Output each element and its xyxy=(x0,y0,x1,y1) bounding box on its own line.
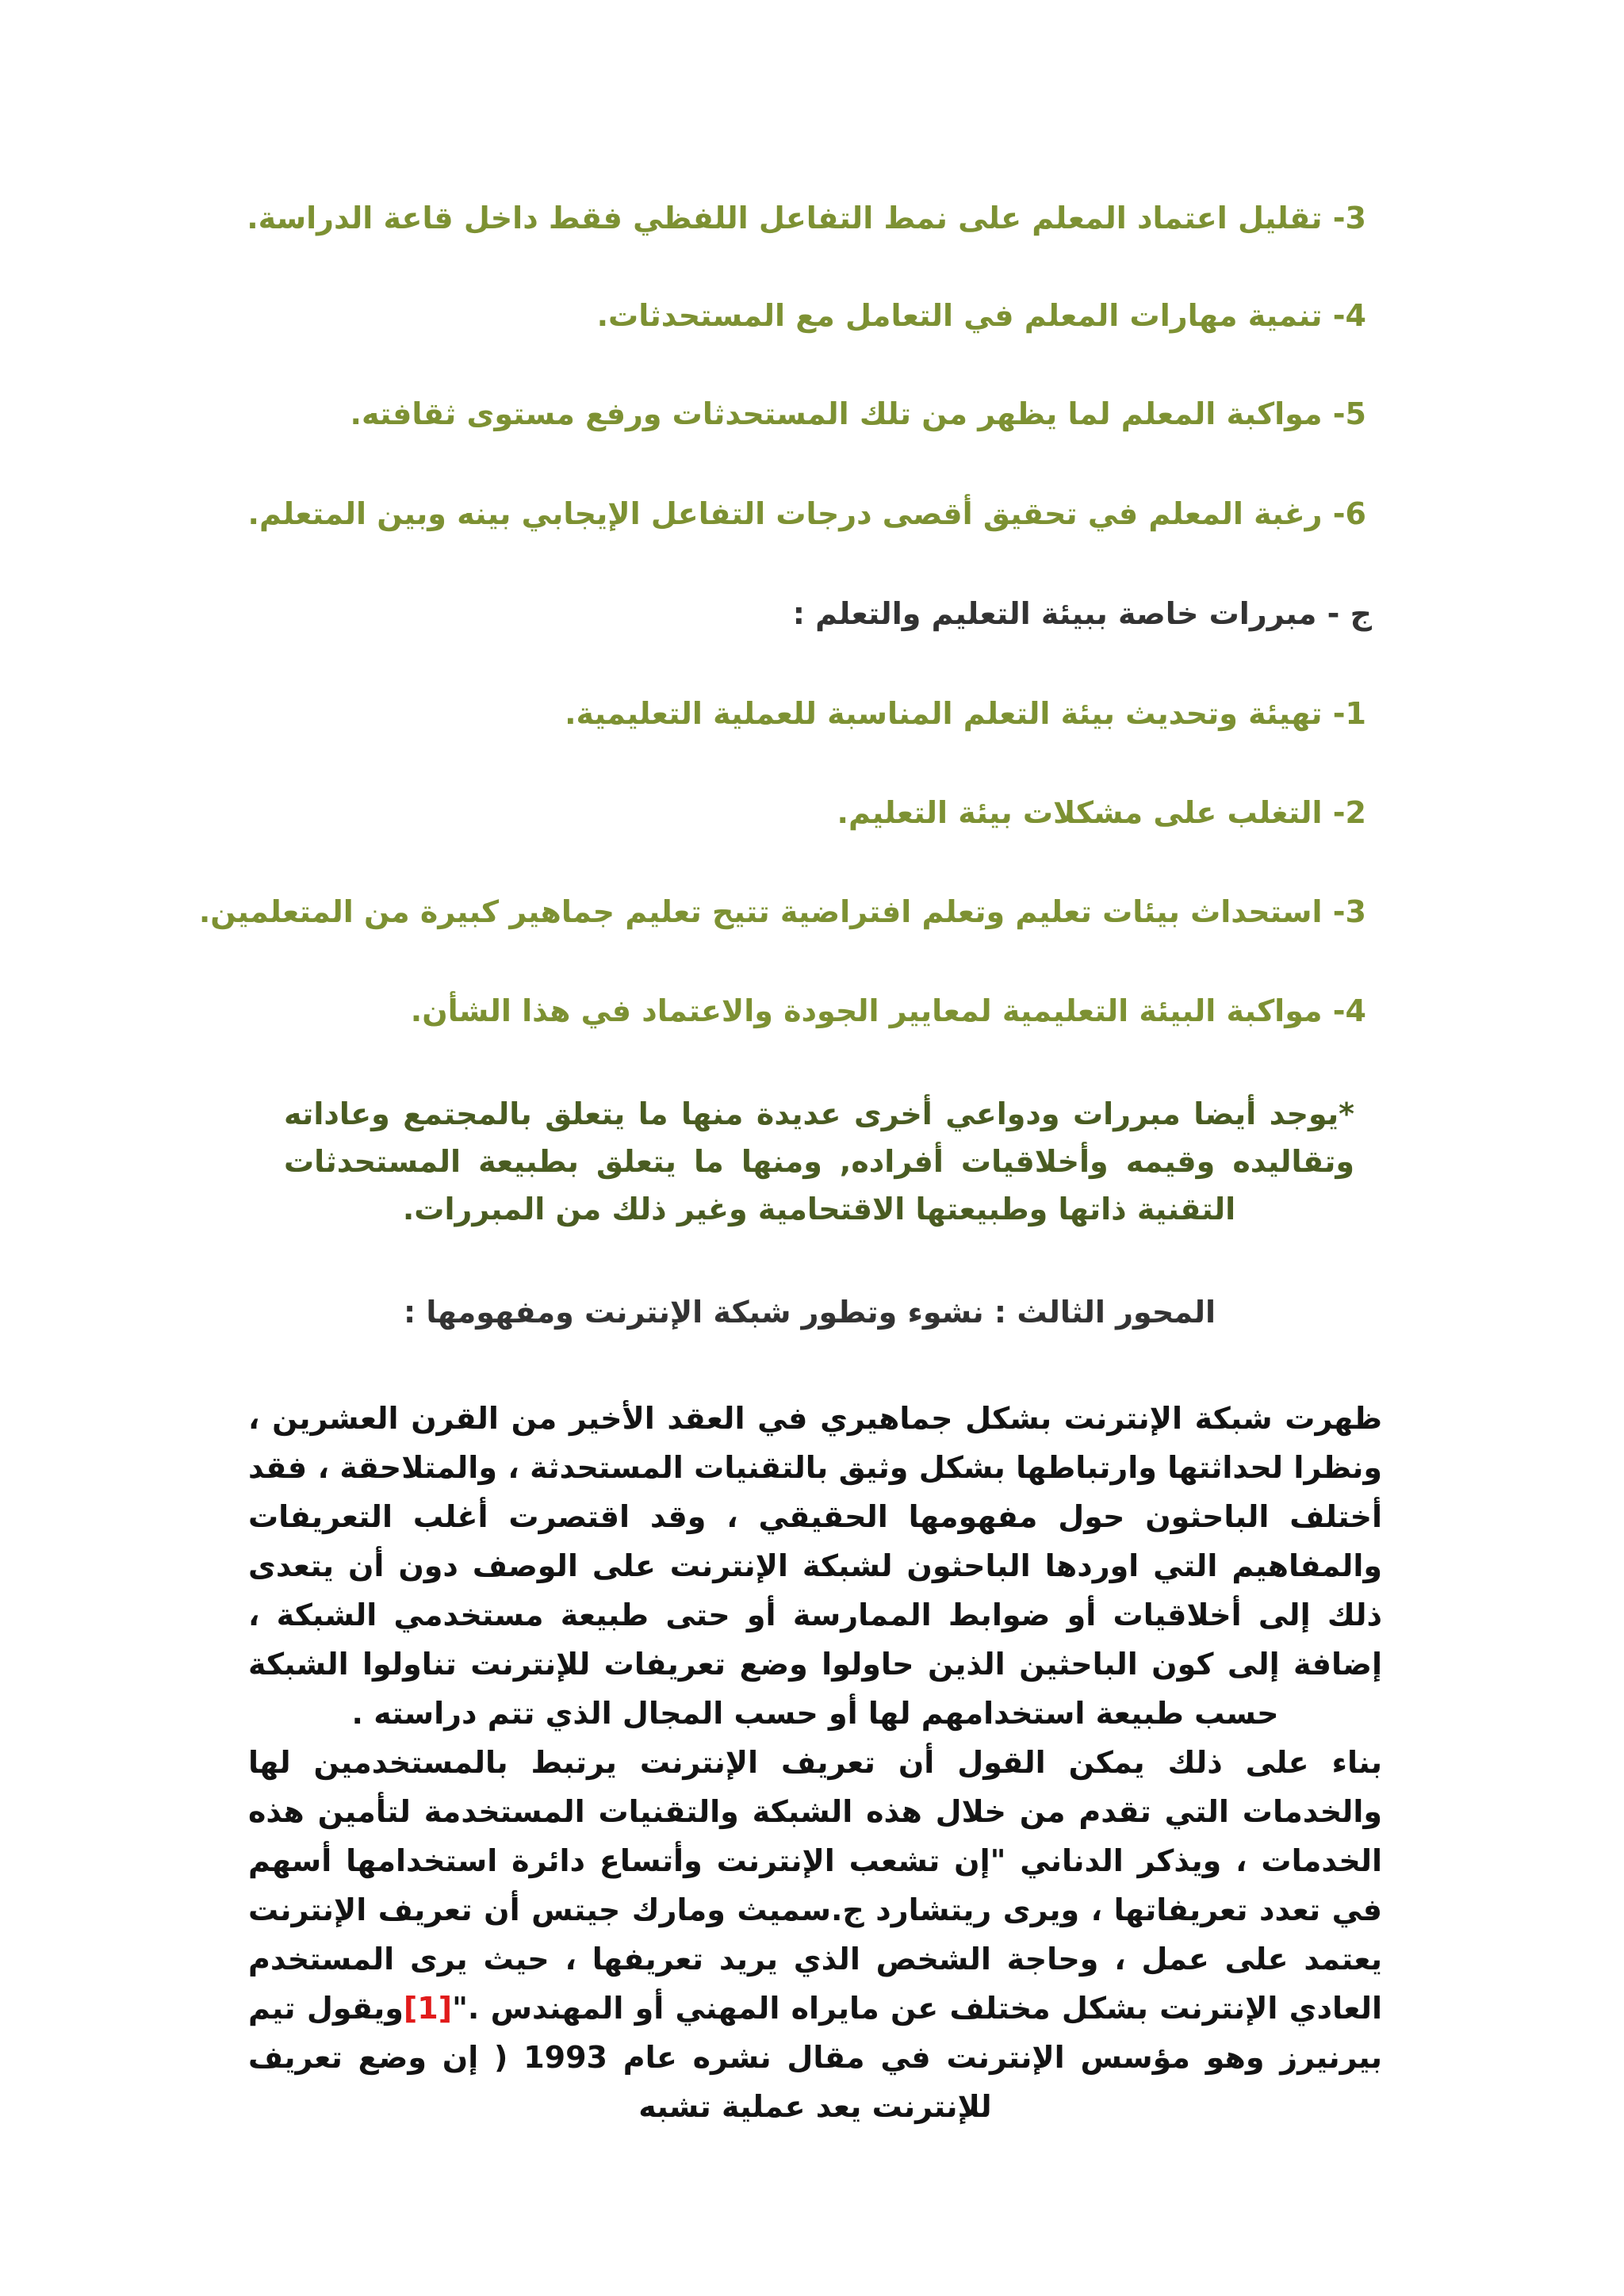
list-item: 3- استحداث بيئات تعليم وتعلم افتراضية تتيح تعليم جماهير كبيرة من المتعلمين. xyxy=(198,894,1366,929)
axis-heading: المحور الثالث : نشوء وتطور شبكة الإنترنت ومفهومها : xyxy=(404,1295,1216,1330)
section-heading: ج - مبررات خاصة ببيئة التعليم والتعلم : xyxy=(792,596,1372,631)
paragraph-2-continued: ويقول تيم بيرنيرز وهو مؤسس الإنترنت في مقال نشره عام 1993 ( إن وضع تعريف للإنترنت يعد عملية تشبه xyxy=(248,1991,1383,2124)
note-paragraph: *يوجد أيضا مبررات ودواعي أخرى عديدة منها ما يتعلق بالمجتمع وعاداته وتقاليده وقيمه وأخلاقيات أفراده, ومنها ما يتعلق بطبيعة المستحدثات التقنية ذاتها وطبيعتها الاقتحامية وغير ذلك من المبررات. xyxy=(284,1096,1354,1226)
list-item: 3- تقليل اعتماد المعلم على نمط التفاعل اللفظي فقط داخل قاعة الدراسة. xyxy=(247,201,1366,235)
footnote-ref[interactable]: [1] xyxy=(403,1991,453,2026)
list-item: 2- التغلب على مشكلات بيئة التعليم. xyxy=(837,795,1366,830)
list-item: 4- مواكبة البيئة التعليمية لمعايير الجودة والاعتماد في هذا الشأن. xyxy=(410,993,1366,1028)
list-item: 4- تنمية مهارات المعلم في التعامل مع المستحدثات. xyxy=(596,298,1366,333)
list-item: 6- رغبة المعلم في تحقيق أقصى درجات التفاعل الإيجابي بينه وبين المتعلم. xyxy=(247,496,1366,531)
list-item: 5- مواكبة المعلم لما يظهر من تلك المستحدثات ورفع مستوى ثقافته. xyxy=(350,396,1366,431)
list-item: 1- تهيئة وتحديث بيئة التعلم المناسبة للعملية التعليمية. xyxy=(565,696,1366,731)
paragraph-1: ظهرت شبكة الإنترنت بشكل جماهيري في العقد الأخير من القرن العشرين ، ونظرا لحداثتها وارتباطها بشكل وثيق بالتقنيات المستحدثة ، والمتلاحقة ، فقد أختلف الباحثون حول مفهومها الحقيقي ، وقد اقتصرت أغلب التعريفات والمفاهيم التي اوردها الباحثون لشبكة الإنترنت على الوصف دون أن يتعدى ذلك إلى أخلاقيات أو ضوابط الممارسة أو حتى طبيعة مستخدمي الشبكة ، إضافة إلى كون الباحثين الذين حاولوا وضع تعريفات للإنترنت تناولوا الشبكة حسب طبيعة استخدامهم لها أو حسب المجال الذي تتم دراسته . xyxy=(248,1401,1382,1731)
paragraph-2-text: بناء على ذلك يمكن القول أن تعريف الإنترنت يرتبط بالمستخدمين لها والخدمات التي تقدم من خلال هذه الشبكة والتقنيات المستخدمة لتأمين هذه الخدمات ، ويذكر الدناني "إن تشعب الإنترنت وأتساع دائرة استخدامها أسهم في تعدد تعريفاتها ، ويرى ريتشارد ج.سميث ومارك جيتس أن تعريف الإنترنت يعتمد على عمل ، وحاجة الشخص الذي يريد تعريفها ، حيث يرى المستخدم العادي الإنترنت بشكل مختلف عن مايراه المهني أو المهندس ." xyxy=(248,1745,1383,2026)
body-text xyxy=(248,1394,1382,2131)
paragraph-2 xyxy=(248,1738,1382,2131)
